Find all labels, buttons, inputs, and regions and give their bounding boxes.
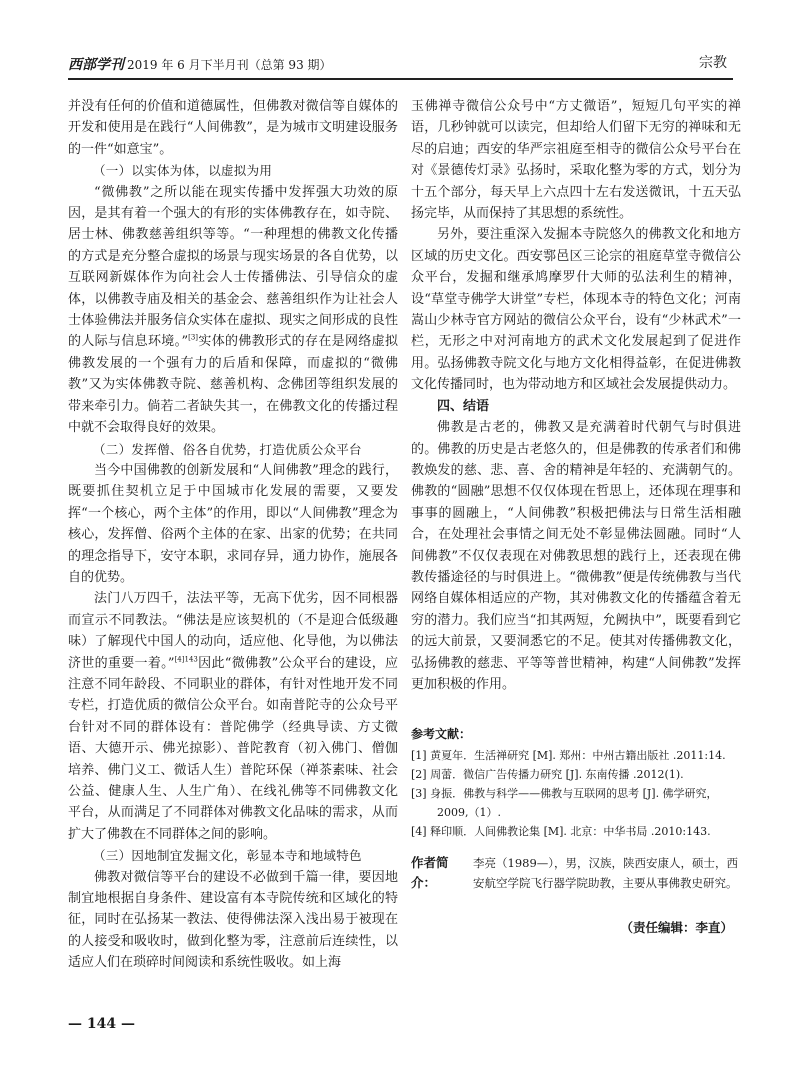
reference-item: [2] 周蕾．微信广告传播力研究 [J]. 东南传播 .2012(1). (411, 768, 684, 781)
paragraph: 当今中国佛教的创新发展和“人间佛教”理念的践行，既要抓住契机立足于中国城市化发展的需要，又要发挥“一个核心，两个主体”的作用，即以“人间佛教”理念为核心，发挥僧、俗两个主体的在家、出家的优势；在共同的理念指导下，安守本职，求同存异，通力协作，施展各自的优势。 (68, 462, 398, 585)
section-heading: 四、结语 (437, 398, 490, 414)
right-column (411, 96, 741, 695)
header-rule (68, 78, 733, 80)
reference-item: [4] 释印顺．人间佛教论集 [M]. 北京：中华书局 .2010:143. (411, 825, 711, 838)
subsection-heading: （一）以实体为体，以虚拟为用 (93, 163, 273, 179)
citation: [3] (188, 334, 199, 343)
paragraph: 佛教是古老的，佛教又是充满着时代朝气与时俱进的。佛教的历史是古老悠久的，但是佛教的传承者们和佛教焕发的慈、悲、喜、舍的精神是年轻的、充满朝气的。佛教的“圆融”思想不仅仅体现在哲思上，还体现在理事和事事的圆融上，“人间佛教”积极把佛法与日常生活相融合，在处理社会事情之间无处不彰显佛法圆融。同时“人间佛教”不仅仅表现在对佛教思想的践行上，还表现在佛教传播途径的与时俱进上。“微佛教”便是传统佛教与当代网络自媒体相适应的产物，其对佛教文化的传播蕴含着无穷的潜力。我们应当“扣其两短，允阙执中”，既要看到它的远大前景，又要洞悉它的不足。使其对传播佛教文化，弘扬佛教的慈悲、平等等普世精神，构建“人间佛教”发挥更加积极的作用。 (411, 420, 741, 692)
subsection-heading: （三）因地制宜发掘文化，彰显本寺和地域特色 (93, 848, 362, 864)
section-name: 宗教 (699, 55, 727, 71)
paragraph: 并没有任何的价值和道德属性，但佛教对微信等自媒体的开发和使用是在践行“人间佛教”，是为城市文明建设服务的一件“如意宝”。 (68, 99, 398, 157)
paragraph-text: 实体的佛教形式的存在是网络虚拟佛教发展的一个强有力的后盾和保障，而虚拟的“微佛教”又为实体佛教寺院、慈善机构、念佛团等组织发展的带来牵引力。倘若二者缺失其一，在佛教文化的传播过程中就不会取得良好的效果。 (68, 334, 398, 436)
issue-info: 2019 年 6 月下半月刊（总第 93 期） (127, 58, 332, 72)
references-title: 参考文献： (411, 727, 472, 741)
journal-logo: 西部学刊 (68, 57, 124, 73)
paragraph-text: 法门八万四千，法法平等，无高下优劣，因不同根器而宣示不同教法。“佛法是应该契机的（不是迎合低级趣味）了解现代中国人的动向，适应他、化导他，为以佛法济世的重要一着。” (68, 591, 398, 671)
paragraph (68, 588, 398, 845)
reference-item: [3] 身振．佛教与科学——佛教与互联网的思考 [J]. 佛学研究，2009,（1）. (411, 787, 718, 819)
paragraph: 佛教对微信等平台的建设不必做到千篇一律，要因地制宜地根据自身条件、建设富有本寺院传统和区域化的特征，同时在弘扬某一教法、使得佛法深入浅出易于被现在的人接受和吸收时，做到化整为零，注意前后连续性，以适应人们在琐碎时间阅读和系统性吸收。如上海 (68, 869, 398, 971)
author-info (411, 853, 741, 893)
reference-item: [1] 黄夏年．生活禅研究 [M]. 郑州：中州古籍出版社 .2011:14. (411, 749, 726, 762)
left-column (68, 96, 398, 974)
author-label: 作者简介： (411, 855, 449, 890)
citation: [4]143 (174, 655, 198, 664)
editor-note: （责任编辑：李直） (620, 920, 733, 935)
references (411, 725, 741, 841)
header-left (68, 54, 332, 74)
paragraph-text: “微佛教”之所以能在现实传播中发挥强大功效的原因，是其有着一个强大的有形的实体佛教存在，如寺院、居士林、佛教慈善组织等等。“一种理想的佛教文化传播的方式是充分整合虚拟的场景与现实场景的各自优势，以互联网新媒体作为向社会人士传播佛法、引导信众的虚体，以佛教寺庙及相关的基金会、慈善组织作为让社会人士体验佛法并服务信众实体在虚拟、现实之间形成的良性的人际与信息环境。” (68, 184, 398, 350)
paragraph (68, 182, 398, 439)
page-header (68, 50, 733, 80)
author-text: 李亮（1989—），男，汉族，陕西安康人，硕士，西安航空学院飞行器学院助教，主要从事佛教史研究。 (473, 856, 739, 890)
subsection-heading: （二）发挥僧、俗各自优势，打造优质公众平台 (93, 441, 362, 457)
paragraph-text: 因此“微佛教”公众平台的建设，应注意不同年龄段、不同职业的群体，有针对性地开发不同专栏，打造优质的微信公众平台。如南普陀寺的公众号平台针对不同的群体设有：普陀佛学（经典导读、方丈微语、大德开示、佛光掠影）、普陀教育（初入佛门、僧伽培养、佛门义工、微话人生）普陀环保（禅茶素味、社会公益、健康人生、人生广角）、在线礼佛等不同佛教文化平台，从而满足了不同群体对佛教文化品味的需求，从而扩大了佛教在不同群体之间的影响。 (68, 655, 398, 842)
page-number: — 144 — (68, 1016, 135, 1032)
paragraph: 玉佛禅寺微信公众号中“方丈微语”，短短几句平实的禅语，几秒钟就可以读完，但却给人们留下无穷的禅味和无尽的启迪；西安的华严宗祖庭至相寺的微信公众号平台在对《景德传灯录》弘扬时，采取化整为零的方式，划分为十五个部分，每天早上六点四十左右发送微讯，十五天弘扬完毕，从而保持了其思想的系统性。 (411, 99, 741, 222)
paragraph: 另外，要注重深入发掘本寺院悠久的佛教文化和地方区域的历史文化。西安鄠邑区三论宗的祖庭草堂寺微信公众平台，发掘和继承鸠摩罗什大师的弘法利生的精神，设“草堂寺佛学大讲堂”专栏，体现本寺的特色文化；河南嵩山少林寺官方网站的微信公众平台，设有“少林武术”一栏，无形之中对河南地方的武术文化发展起到了促进作用。弘扬佛教寺院文化与地方文化相得益彰，在促进佛教文化传播同时，也为带动地方和区域社会发展提供动力。 (411, 227, 741, 393)
